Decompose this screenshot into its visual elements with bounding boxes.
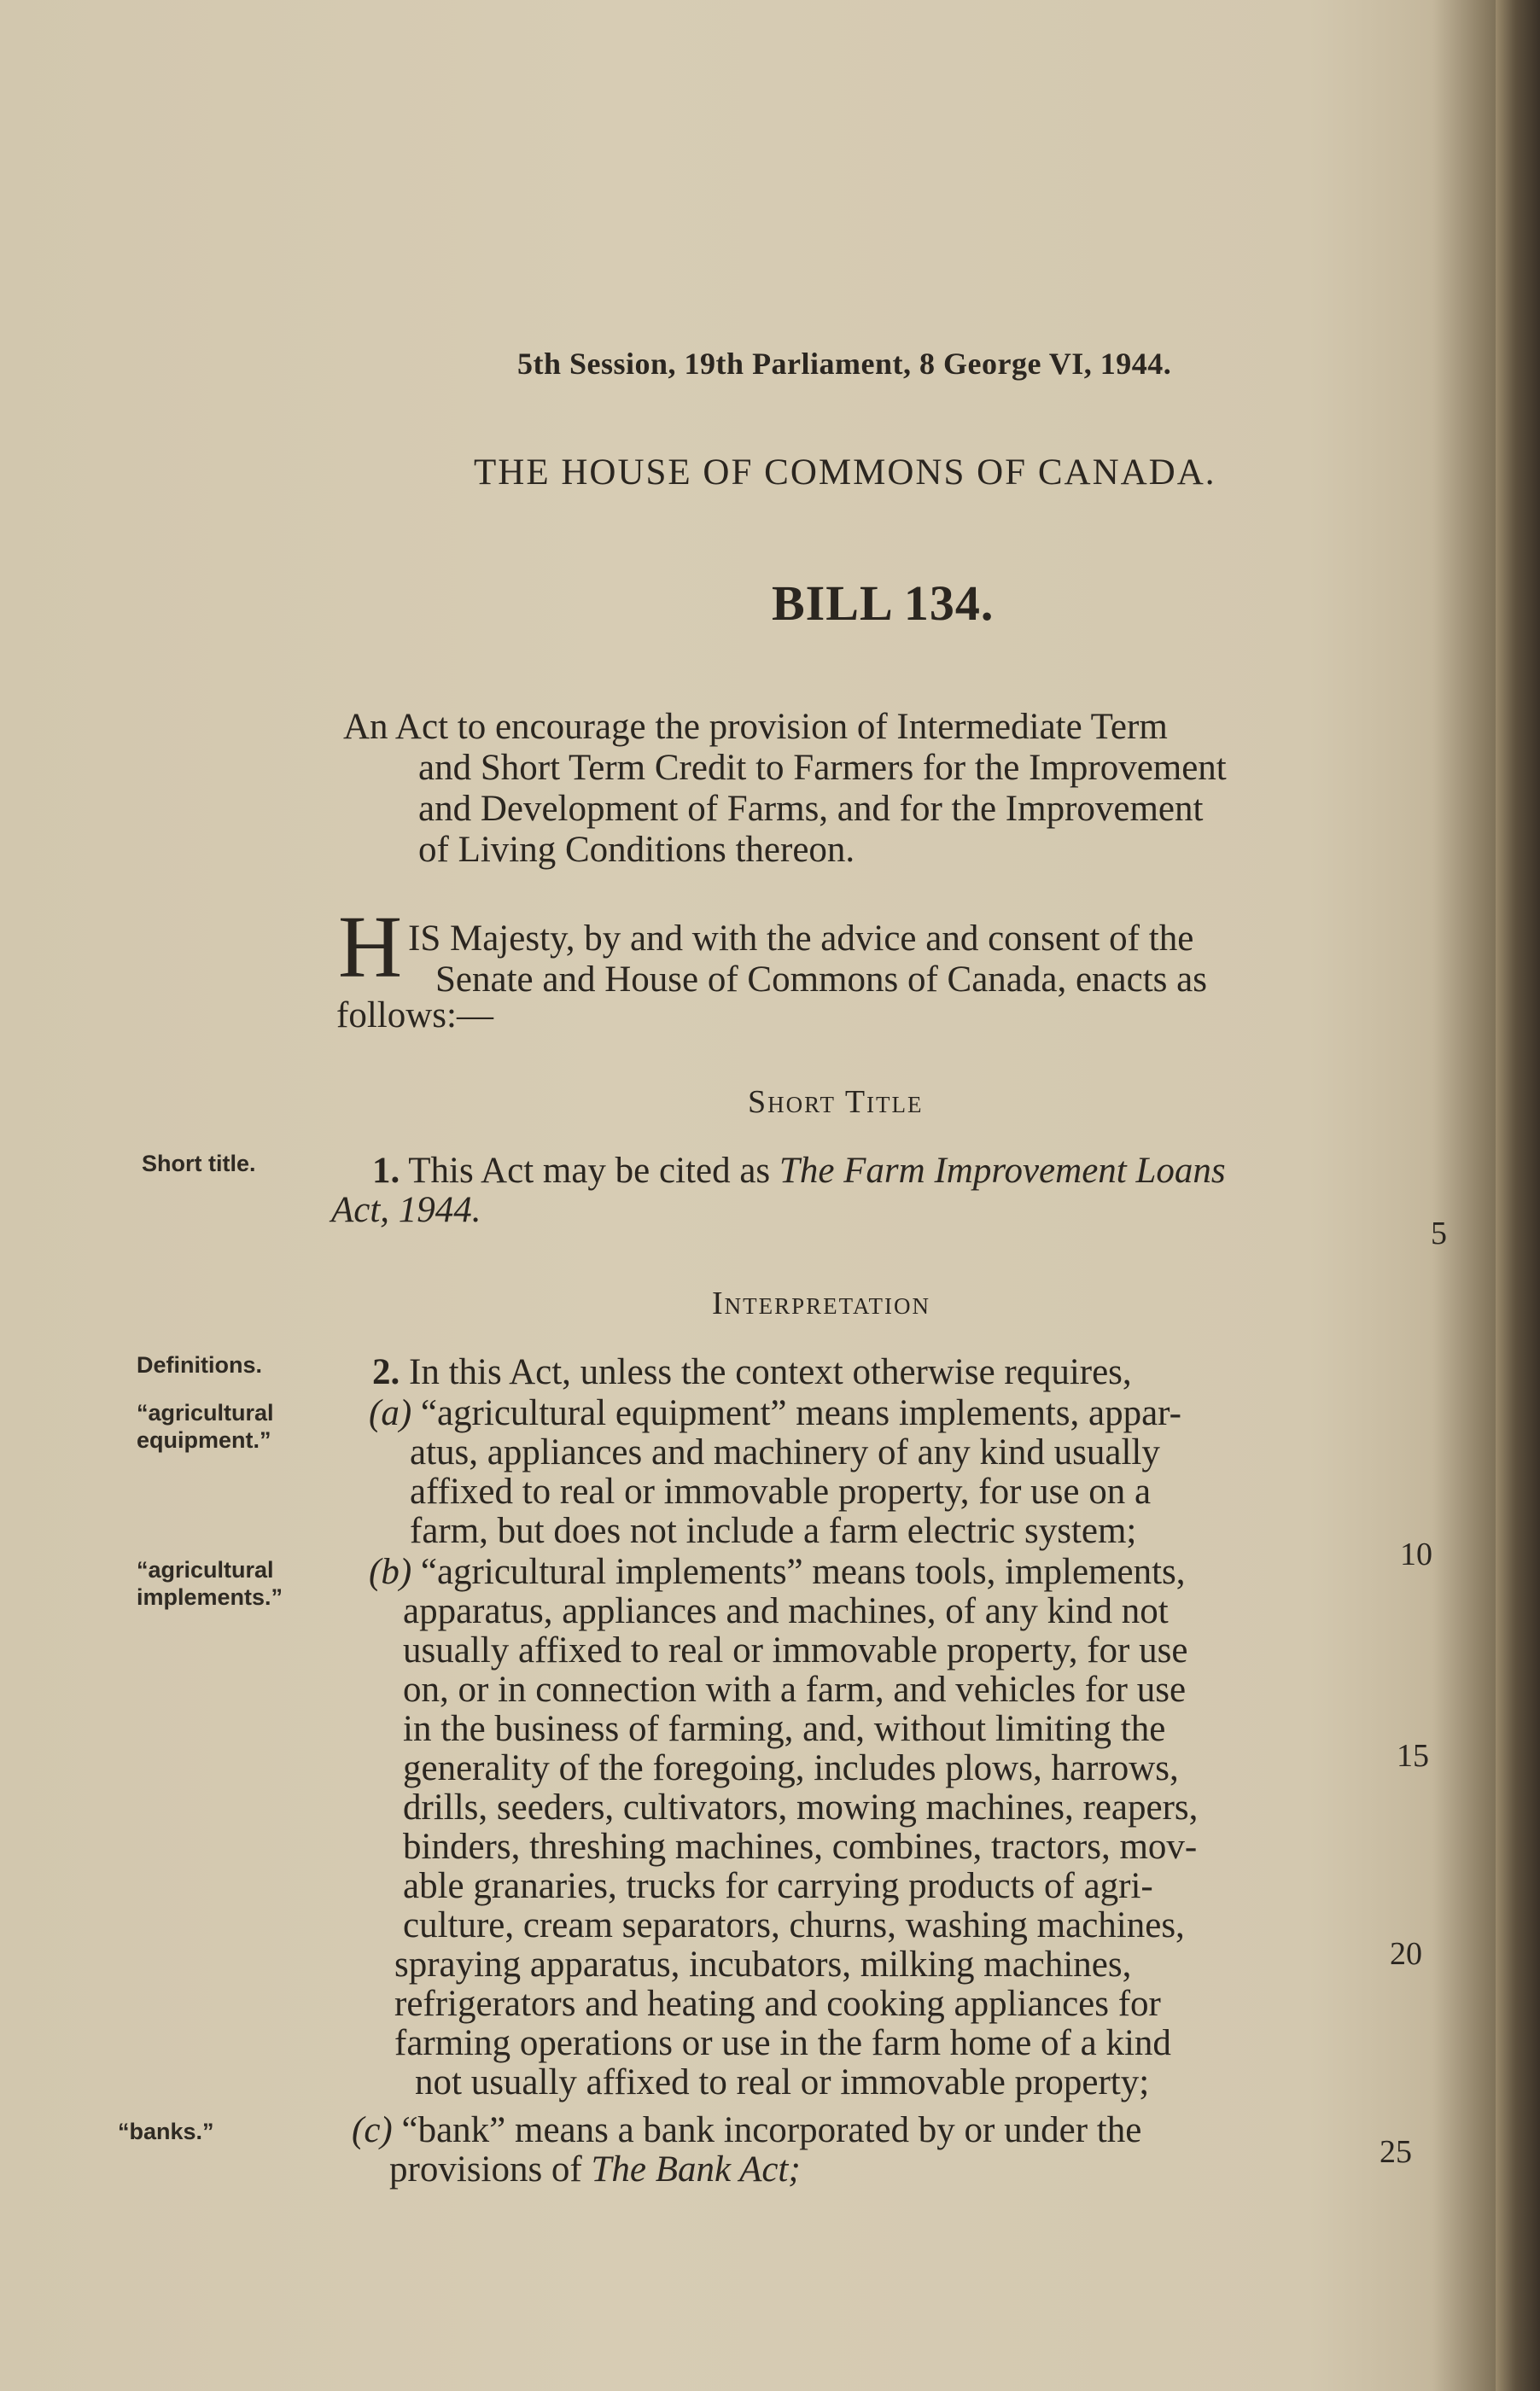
long-title-line: An Act to encourage the provision of Intermediate Term [343, 707, 1168, 747]
line-number: 25 [1380, 2134, 1412, 2170]
house-title: THE HOUSE OF COMMONS OF CANADA. [474, 452, 1216, 493]
clause-label: (b) [369, 1552, 412, 1592]
section-1-text: This Act may be cited as [408, 1151, 779, 1191]
clause-a-line: atus, appliances and machinery of any kind usually [410, 1432, 1160, 1473]
session-line: 5th Session, 19th Parliament, 8 George VI, 1944. [517, 347, 1172, 381]
clause-a-line: farm, but does not include a farm electric system; [410, 1511, 1137, 1551]
margin-note-agricultural-implements: implements.” [137, 1584, 283, 1610]
clause-b-line: on, or in connection with a farm, and vehicles for use [403, 1670, 1187, 1710]
section-1-line-cont [331, 1192, 481, 1228]
clause-a-line: affixed to real or immovable property, for use on a [410, 1472, 1152, 1512]
clause-b-line: in the business of farming, and, without limiting the [403, 1709, 1166, 1749]
clause-label: (c) [352, 2110, 393, 2150]
margin-note-agricultural-equipment: “agricultural [137, 1400, 274, 1426]
clause-b-line: drills, seeders, cultivators, mowing machines, reapers, [403, 1787, 1199, 1828]
enacting-line: IS Majesty, by and with the advice and consent of the [408, 918, 1194, 959]
clause-b-line: generality of the foregoing, includes plows, harrows, [403, 1748, 1179, 1788]
enacting-line: Senate and House of Commons of Canada, enacts as [435, 959, 1207, 1000]
clause-b-line: refrigerators and heating and cooking appliances for [394, 1984, 1161, 2024]
margin-note-definitions: Definitions. [137, 1352, 262, 1378]
clause-a-line [369, 1395, 1181, 1432]
bill-number: BILL 134. [772, 575, 995, 631]
long-title-line: and Development of Farms, and for the Improvement [418, 789, 1204, 829]
clause-c-text: “bank” means a bank incorporated by or under the [401, 2110, 1142, 2150]
line-number: 10 [1400, 1537, 1432, 1572]
section-1-line [372, 1152, 1226, 1189]
line-number: 20 [1390, 1936, 1422, 1972]
clause-a-text: “agricultural equipment” means implements, appar- [420, 1393, 1181, 1433]
margin-note-agricultural-equipment: equipment.” [137, 1427, 271, 1453]
clause-b-line: apparatus, appliances and machines, of any kind not [403, 1591, 1169, 1631]
clause-b-line: spraying apparatus, incubators, milking machines, [394, 1945, 1132, 1985]
clause-b-line: binders, threshing machines, combines, tractors, mov- [403, 1827, 1198, 1867]
clause-b-line: able granaries, trucks for carrying products of agri- [403, 1866, 1153, 1906]
clause-c-line [352, 2112, 1141, 2149]
long-title-line: of Living Conditions thereon. [418, 830, 855, 870]
clause-b-line: farming operations or use in the farm home of a kind [394, 2023, 1171, 2063]
clause-c-line-cont [389, 2151, 801, 2188]
clause-b-line: not usually affixed to real or immovable property; [415, 2062, 1150, 2102]
clause-b-line: culture, cream separators, churns, washing machines, [403, 1905, 1185, 1945]
margin-note-banks: “banks.” [118, 2119, 214, 2144]
margin-note-agricultural-implements: “agricultural [137, 1557, 274, 1583]
section-2-intro [372, 1354, 1132, 1391]
section-2-intro-text: In this Act, unless the context otherwise requires, [409, 1352, 1132, 1392]
enacting-line: follows:— [336, 995, 493, 1035]
section-number: 1. [372, 1151, 400, 1191]
line-number: 5 [1431, 1216, 1447, 1251]
margin-note-short-title: Short title. [142, 1151, 256, 1176]
act-name-italic-cont: Act, 1944. [331, 1190, 481, 1230]
clause-b-text: “agricultural implements” means tools, implements, [420, 1552, 1186, 1592]
section-number: 2. [372, 1352, 400, 1392]
act-name-italic: The Farm Improvement Loans [779, 1151, 1226, 1191]
clause-label: (a) [369, 1393, 412, 1433]
clause-b-line [369, 1554, 1186, 1590]
interpretation-heading: Interpretation [712, 1286, 930, 1321]
bank-act-italic: The Bank Act; [591, 2149, 801, 2190]
clause-b-line: usually affixed to real or immovable property, for use [403, 1630, 1188, 1671]
drop-cap: H [338, 898, 403, 996]
short-title-heading: Short Title [748, 1084, 924, 1120]
line-number: 15 [1397, 1738, 1429, 1774]
clause-c-text-cont: provisions of [389, 2149, 592, 2190]
book-spine-edge [1496, 0, 1540, 2391]
long-title-line: and Short Term Credit to Farmers for the Improvement [418, 748, 1227, 788]
